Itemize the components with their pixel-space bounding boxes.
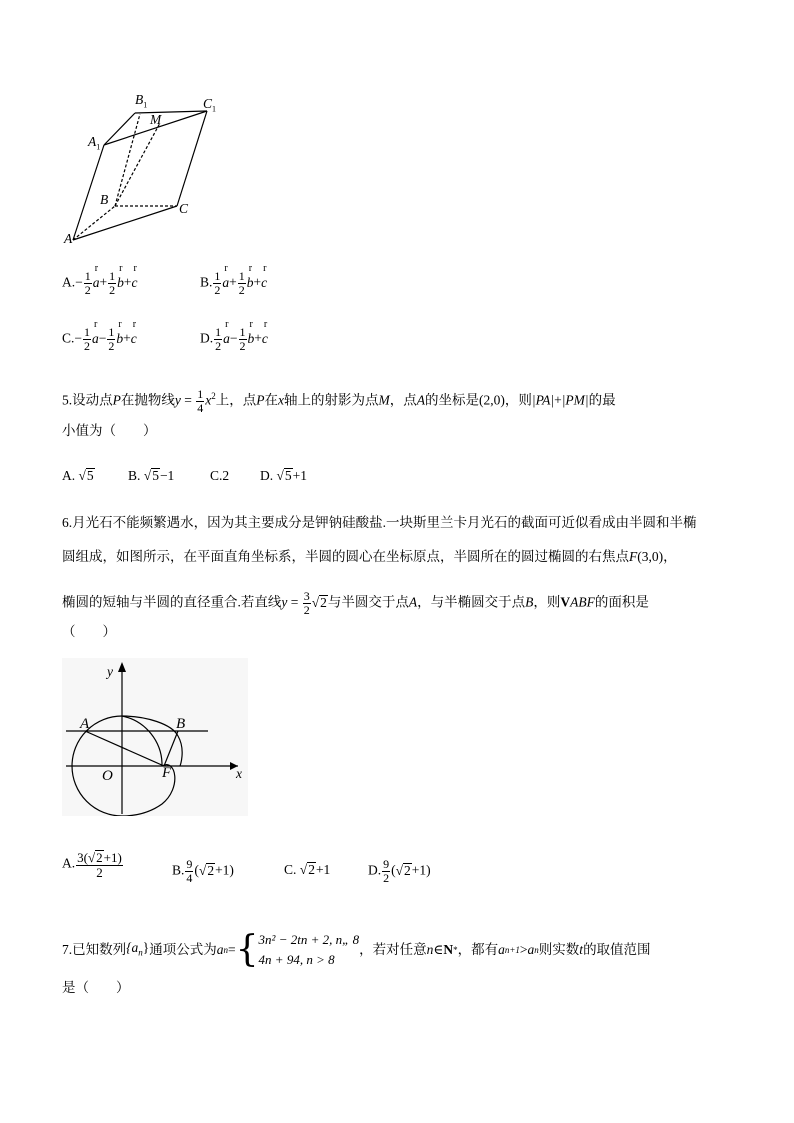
q5-option-b[interactable]: B. √ 5−1 [128,468,174,484]
q5-stem-line1: 5.设动点P在抛物线y = $\frac{1}{4}$ $x^2$上，点P在x轴上的射影为点M，点A的坐标是(2,0)，则|PA|+|PM|的最 [62,386,616,415]
q5-option-d[interactable]: D. √ 5+1 [260,468,307,484]
q6-stem-line2: 圆组成，如图所示，在平面直角坐标系，半圆的圆心在坐标原点，半圆所在的圆过椭圆的右焦点F(3,0)， [62,549,677,564]
fig6-label-F: F [162,765,172,781]
label-B1: $B_1$ [135,92,148,110]
fig6-label-B: B [176,716,186,732]
q5-stem-line2: 小值为（ ） [62,423,157,438]
fig6-label-y: y [107,664,113,679]
q6-option-a[interactable]: A. $\frac{3(√ 2+1)}{2}$ [62,850,124,879]
label-C1: $C_1$ [203,96,217,114]
q4-option-d[interactable]: D. $\frac{1}{2}$ r a− $\frac{1}{2}$ r b+r c [200,326,268,353]
q5-option-a[interactable]: A. √ 5 [62,468,95,484]
q6-stem-line3: 椭圆的短轴与半圆的直径重合.若直线y = $\frac{3}{2}$ √ 2与半圆交于点A，与半椭圆交于点B，则VABF的面积是 [62,590,649,617]
q6-stem-line4: （ ） [62,624,116,639]
q6-stem-line1: 6.月光石不能频繁遇水，因为其主要成分是钾钠硅酸盐.一块斯里兰卡月光石的截面可近似看成由半圆和半椭 [62,515,697,530]
q6-option-c[interactable]: C. √ 2+1 [284,862,330,878]
q4-option-a[interactable]: A.− $\frac{1}{2}$ r a+ $\frac{1}{2}$ r b+r c [62,270,138,297]
label-C: C [179,201,189,216]
q4-option-b[interactable]: B. $\frac{1}{2}$ r a+ $\frac{1}{2}$ r b+r c [200,270,267,297]
label-A1: $A_1$ [88,134,101,152]
q5-option-c[interactable]: C.2 [210,468,230,483]
label-M: M [150,112,162,127]
fig6-label-O: O [102,768,113,784]
fig6-label-A: A [80,716,90,732]
q7-stem-line1: 7.已知数列 $\{a_n\}$ 通项公式为 a n = { 3n² − 2tn + 2, n„ 8 4n + 94, n > 8 ，若对任意 n ∈ N * ，都有 a n+1 > a n 则实数 t 的取值范围 [62,929,651,970]
fig6-label-x: x [236,766,242,781]
q6-option-b[interactable]: B. $\frac{9}{4}$ (√ 2+1) [172,858,234,885]
q7-stem-line2: 是（ ） [62,980,130,995]
moonstone-figure [62,658,248,816]
label-A: A [64,231,73,246]
q6-option-d[interactable]: D. $\frac{9}{2}$ (√ 2+1) [368,858,431,885]
q4-option-c[interactable]: C.− $\frac{1}{2}$ r a− $\frac{1}{2}$ r b+r c [62,326,137,353]
label-B: B [100,192,109,207]
